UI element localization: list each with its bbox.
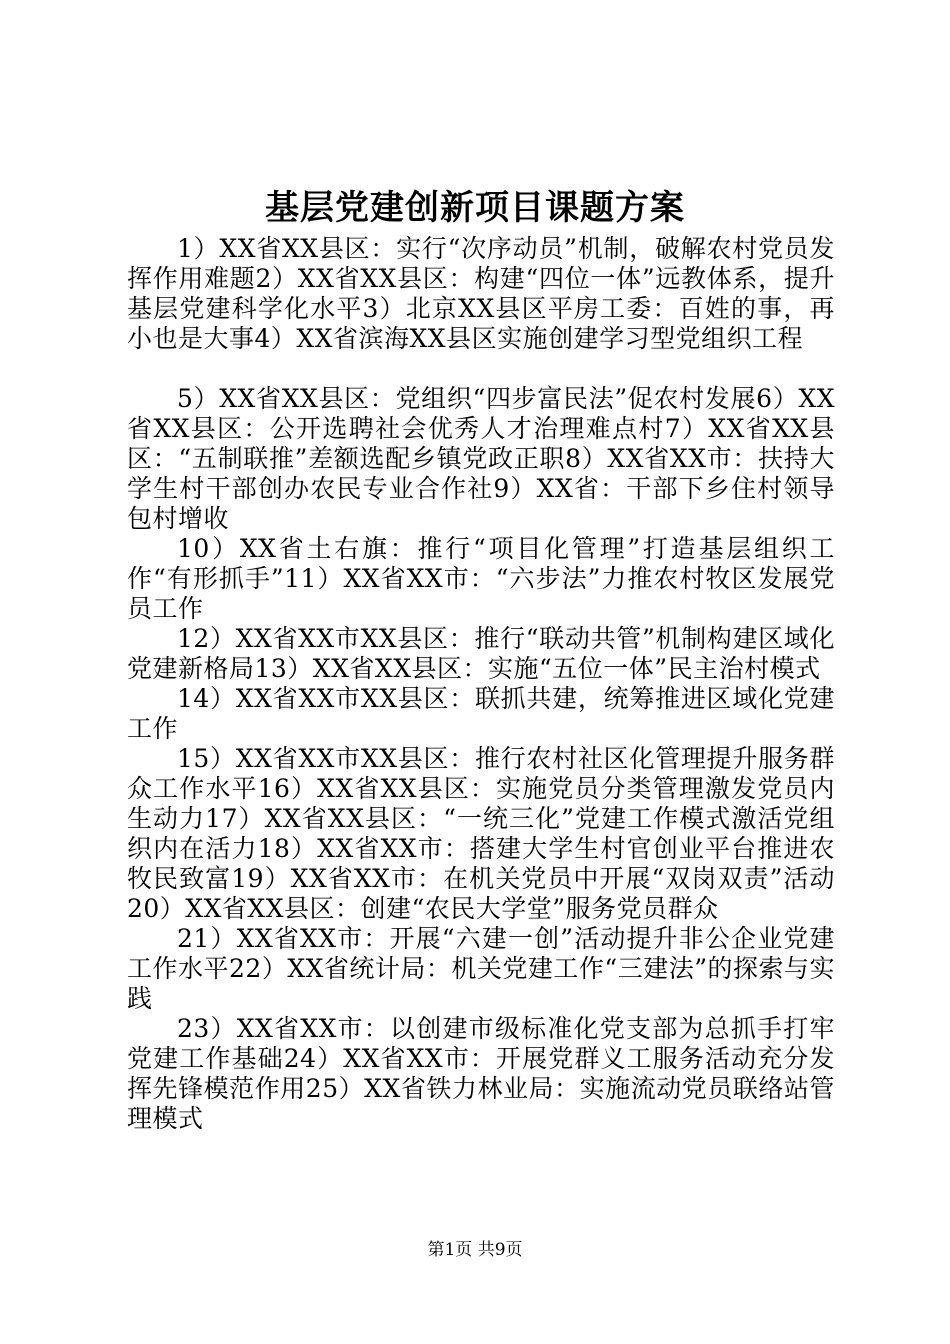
- document-title: 基层党建创新项目课题方案: [265, 188, 685, 228]
- paragraph-8: 23）XX省XX市：以创建市级标准化党支部为总抓手打牢党建工作基础24）XX省XX市：开展党群义工服务活动充分发挥先锋模范作用25）XX省铁力林业局：实施流动党员联络站管理模式: [127, 1014, 835, 1133]
- paragraph-2: 5）XX省XX县区：党组织“四步富民法”促农村发展6）XX省XX县区：公开选聘社会优秀人才治理难点村7）XX省XX县区：“五制联推”差额选配乡镇党政正职8）XX省XX市：扶持大学生村干部创办农民专业合作社9）XX省：干部下乡住村领导包村增收: [127, 384, 835, 533]
- page-footer: 第1页 共9页: [427, 1240, 523, 1260]
- paragraph-7: 21）XX省XX市：开展“六建一创”活动提升非公企业党建工作水平22）XX省统计局：机关党建工作“三建法”的探索与实践: [127, 924, 835, 1013]
- paragraph-3: 10）XX省土右旗：推行“项目化管理”打造基层组织工作“有形抓手”11）XX省XX市：“六步法”力推农村牧区发展党员工作: [127, 534, 835, 623]
- document-body: [127, 234, 835, 1134]
- paragraph-6: 15）XX省XX市XX县区：推行农村社区化管理提升服务群众工作水平16）XX省XX县区：实施党员分类管理激发党员内生动力17）XX省XX县区：“一统三化”党建工作模式激活党组织内在活力18）XX省XX市：搭建大学生村官创业平台推进农牧民致富19）XX省XX市：在机关党员中开展“双岗双责”活动20）XX省XX县区：创建“农民大学堂”服务党员群众: [127, 744, 835, 923]
- paragraph-5: 14）XX省XX市XX县区：联抓共建，统筹推进区域化党建工作: [127, 684, 835, 743]
- paragraph-4: 12）XX省XX市XX县区：推行“联动共管”机制构建区域化党建新格局13）XX省XX县区：实施“五位一体”民主治村模式: [127, 624, 835, 683]
- paragraph-1: 1）XX省XX县区：实行“次序动员”机制，破解农村党员发挥作用难题2）XX省XX县区：构建“四位一体”远教体系，提升基层党建科学化水平3）北京XX县区平房工委：百姓的事，再小也是大事4）XX省滨海XX县区实施创建学习型党组织工程: [127, 234, 835, 353]
